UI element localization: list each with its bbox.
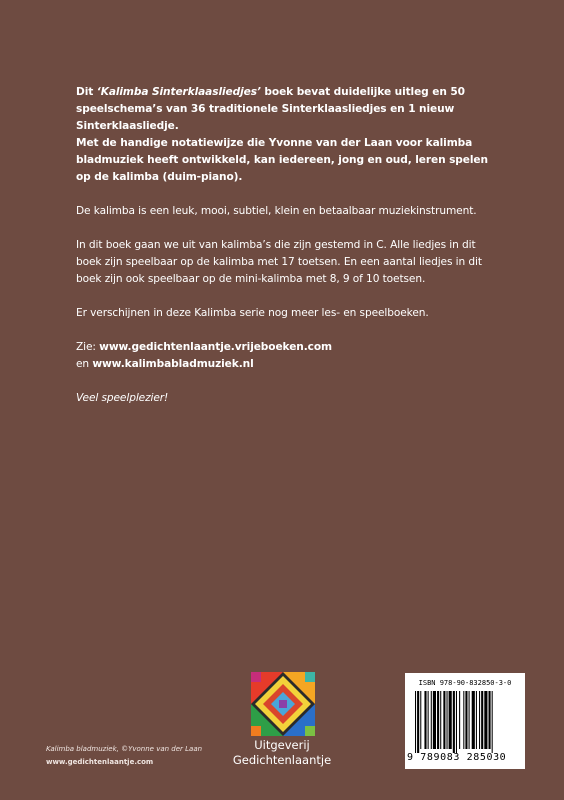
en-label: en [76,358,93,370]
zie-label: Zie: [76,341,100,353]
copyright-credit: Kalimba bladmuziek, ©Yvonne van der Laan [46,745,203,753]
ean-number: 9 789083 285030 [407,752,507,763]
intro-suffix: boek bevat duidelijke uitleg en 50 speelschema’s van 36 traditionele Sinterklaasliedjes en 1 nieuw Sinterklaasliedje. [76,86,465,132]
blurb-paragraph-tuning: In dit boek gaan we uit van kalimba’s die zijn gestemd in C. Alle liedjes in dit boek zijn speelbaar op de kalimba met 17 toetsen. En een aantal liedjes in dit boek zijn ook speelbaar op de mini-kalimba met 8, 9 of 10 toetsen. [76,239,482,285]
website-link-vrijeboeken[interactable]: www.gedichtenlaantje.vrijeboeken.com [99,341,332,353]
blurb-paragraph-series: Er verschijnen in deze Kalimba serie nog meer les- en speelboeken. [76,307,429,319]
publisher-line-2: Gedichtenlaantje [232,753,332,767]
colorful-quilt-logo-icon [251,672,315,736]
publisher-url[interactable]: www.gedichtenlaantje.com [46,758,154,766]
blurb-paragraph-kalimba: De kalimba is een leuk, mooi, subtiel, klein en betaalbaar muziekinstrument. [76,205,477,217]
closing-line: Veel speelplezier! [76,392,169,404]
blurb-text [76,84,494,424]
footer-credits [46,743,202,769]
publisher-line-1: Uitgeverij [254,738,310,752]
intro-prefix: Dit [76,86,97,98]
isbn-number: ISBN 978-90-832850-3-0 [418,679,512,687]
isbn-barcode [405,673,525,769]
barcode-bars [415,691,519,753]
website-link-kalimbabladmuziek[interactable]: www.kalimbabladmuziek.nl [92,358,254,370]
blurb-paragraph-intro [76,84,494,135]
blurb-link-line-1 [76,339,494,356]
book-title: ‘Kalimba Sinterklaasliedjes’ [96,86,261,98]
blurb-paragraph-notation: Met de handige notatiewijze die Yvonne van der Laan voor kalimba bladmuziek heeft ontwikkeld, kan iedereen, jong en oud, leren spelen op de kalimba (duim-piano). [76,137,488,183]
blurb-link-line-2 [76,356,494,373]
publisher-name [220,738,344,768]
